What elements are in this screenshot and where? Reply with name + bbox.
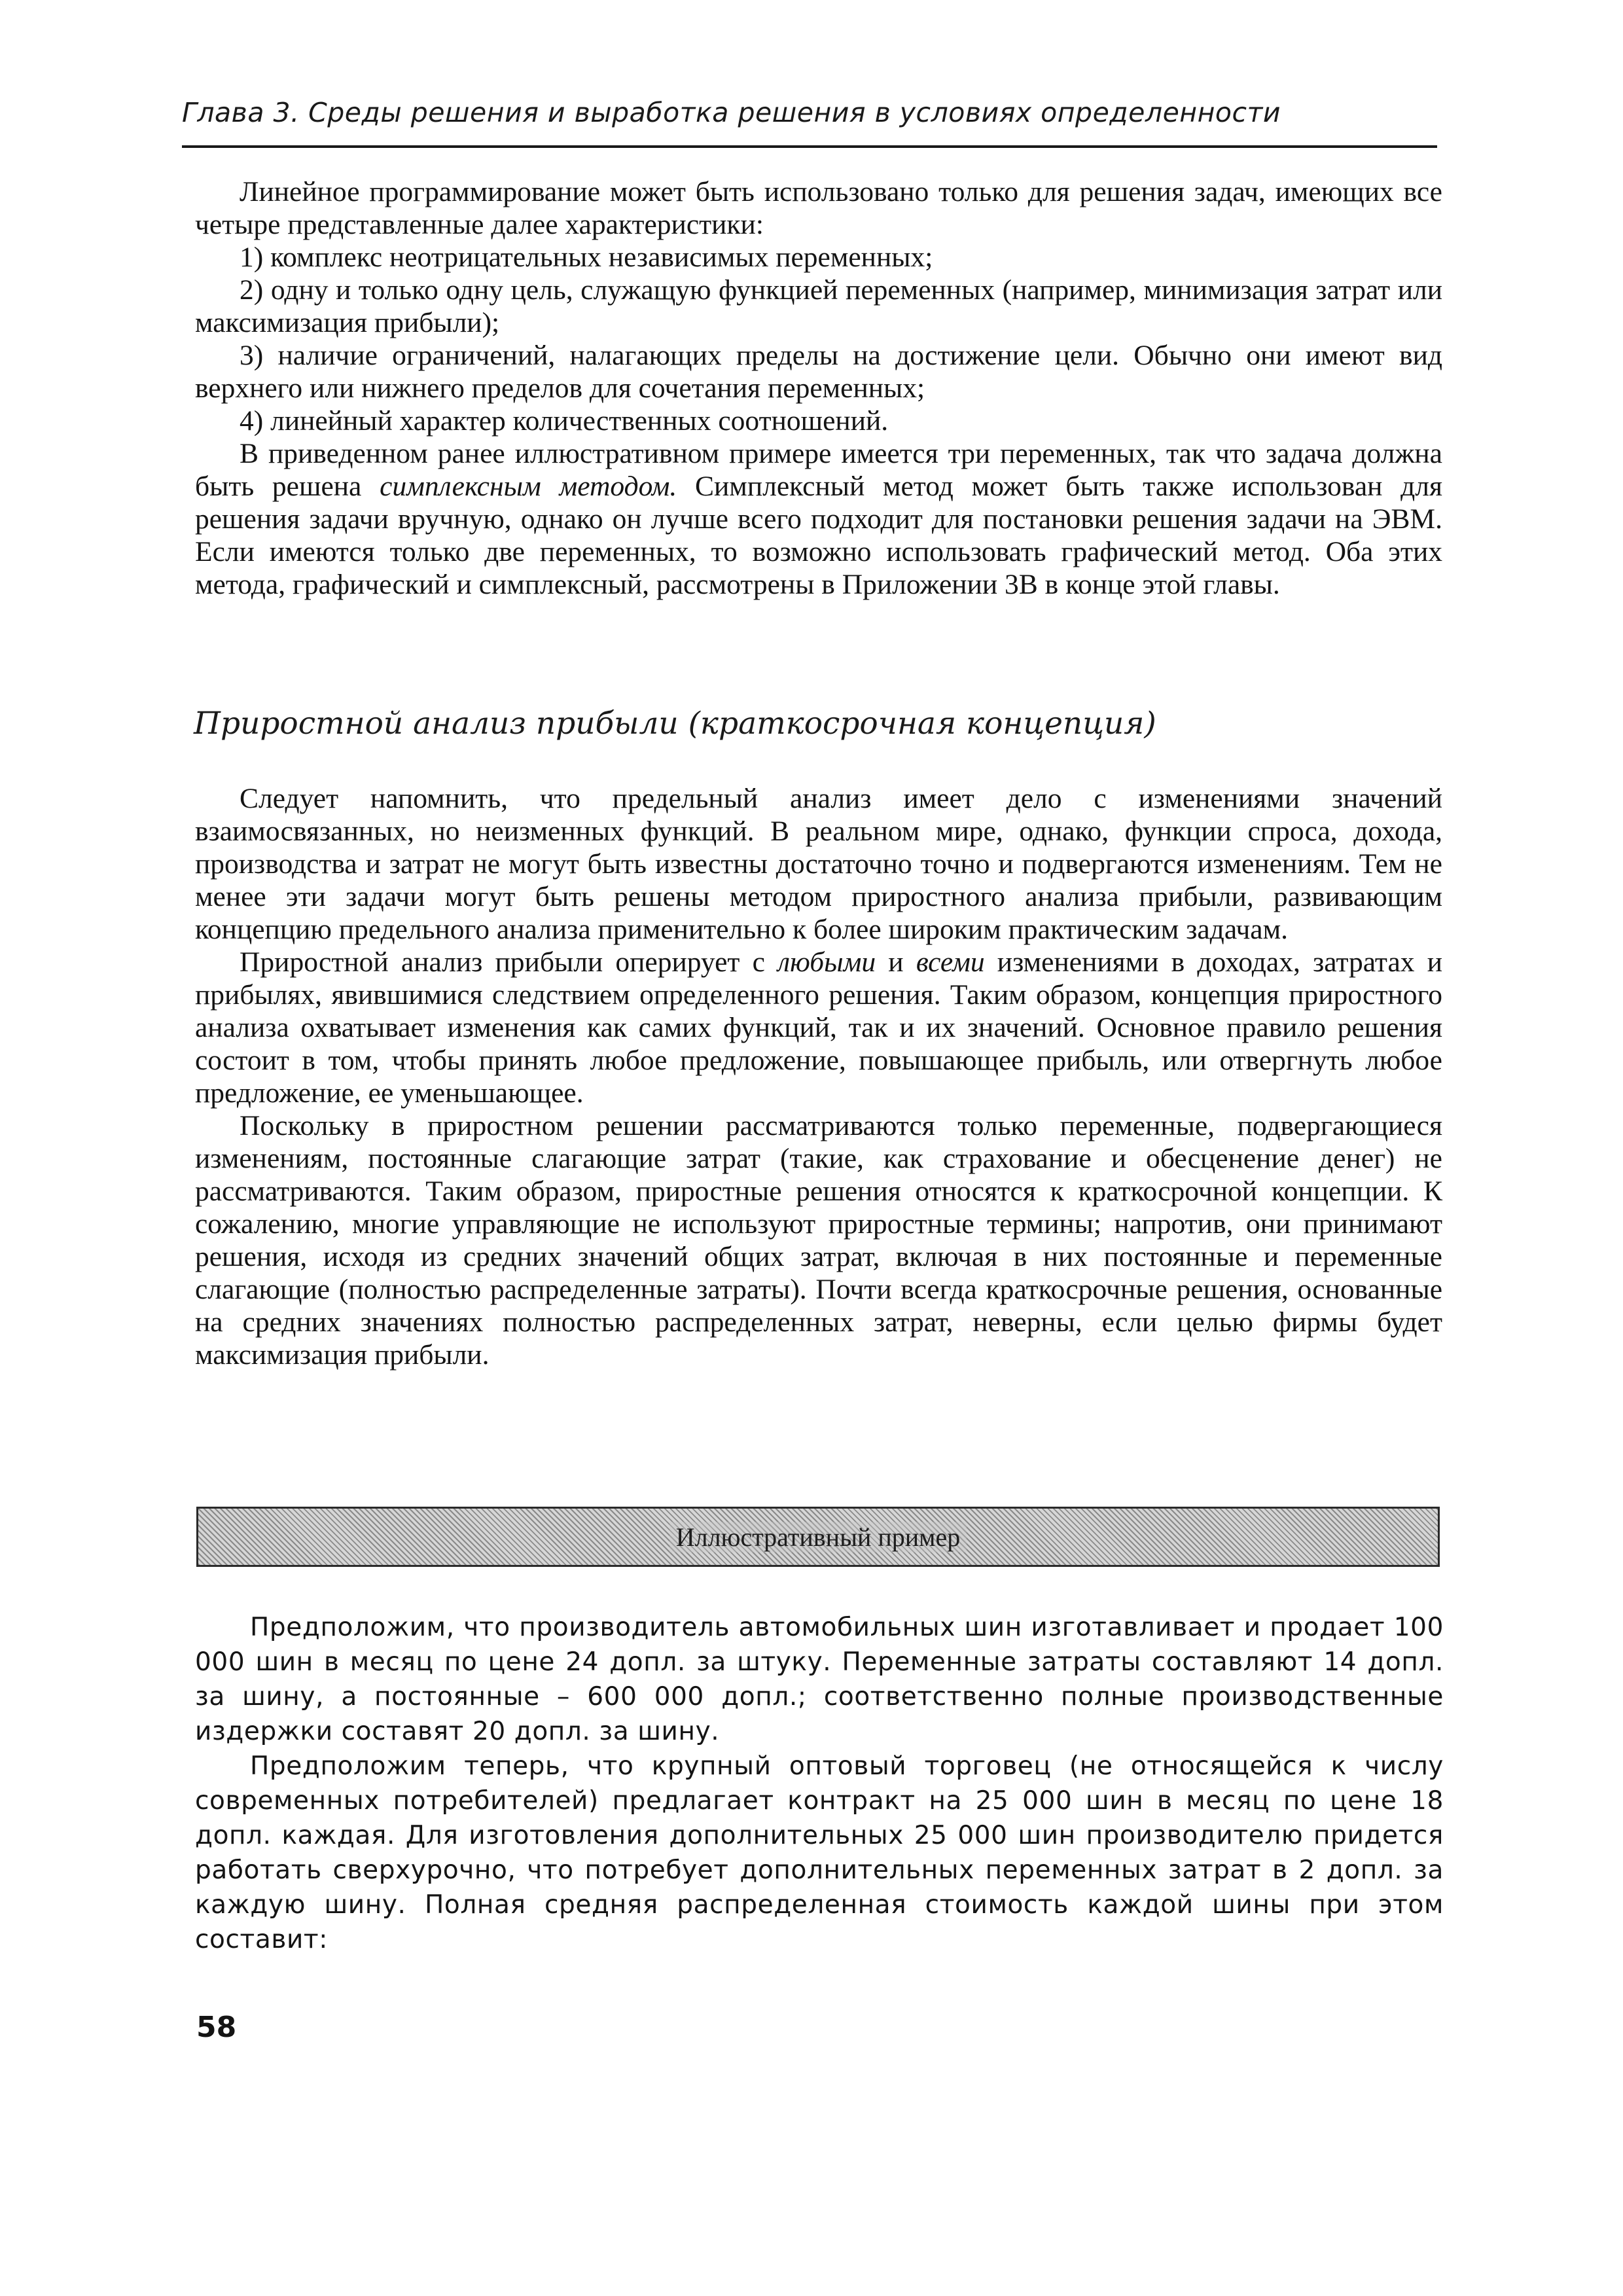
list-item-2: 2) одну и только одну цель, служащую функцией переменных (например, минимизация затрат или максимизация прибыли); [195,274,1442,338]
list-item-1: 1) комплекс неотрицательных независимых переменных; [240,242,933,273]
section-paragraph-1: Следует напомнить, что предельный анализ имеет дело с изменениями значений взаимосвязанных, но неизменных функций. В реальном мире, однако, функции спроса, дохода, производства и затрат не могут быть известны достаточно точно и подвергаются изменениям. Тем не менее эти задачи могут быть решены методом приростного анализа прибыли, развивающим концепцию предельного анализа применительно к более широким практическим задачам. [195,783,1442,945]
intro-lead: Линейное программирование может быть использовано только для решения задач, имеющих все четыре представленные далее характеристики: [195,176,1442,240]
page-number: 58 [196,2011,237,2044]
simplex-paragraph-start: В приведенном ранее иллюстративном примере имеется три переменных, так что задача должна быть решена [195,438,1442,502]
simplex-paragraph-end: Симплексный метод может быть также использован для решения задачи вручную, однако он лучше всего подходит для постановки решения задачи на ЭВМ. Если имеются только две переменных, то возможно использовать графический метод. Оба этих метода, графический и симплексный, рассмотрены в Приложении 3В в конце этой главы. [195,471,1442,600]
emphasis-all: всеми [916,946,985,978]
example-banner [196,1507,1440,1567]
example-paragraph-2: Предположим теперь, что крупный оптовый торговец (не относящейся к числу современных потребителей) предлагает контракт на 25 000 шин в месяц по цене 18 допл. каждая. Для изготовления дополнительных 25 000 шин производителю придется работать сверхурочно, что потребует дополнительных переменных затрат в 2 допл. за каждую шину. Полная средняя распределенная стоимость каждой шины при этом составит: [195,1751,1444,1954]
section-body [195,782,1442,1371]
section-paragraph-2 [195,946,1442,1109]
list-item-4: 4) линейный характер количественных соотношений. [240,405,889,437]
simplex-paragraph [195,437,1442,601]
section-paragraph-2-mid: и [876,946,916,978]
running-head: Глава 3. Среды решения и выработка решения в условиях определенности [182,97,1281,128]
intro-section [195,175,1442,601]
example-body [195,1610,1444,1957]
simplex-method-term: симплексным методом. [380,471,677,502]
section-heading: Приростной анализ прибыли (краткосрочная концепция) [194,706,1156,742]
emphasis-any: любыми [777,946,876,978]
example-paragraph-1: Предположим, что производитель автомобильных шин изготавливает и продает 100 000 шин в месяц по цене 24 допл. за штуку. Переменные затраты составляют 14 допл. за шину, а постоянные – 600 000 допл.; соответственно полные производственные издержки составят 20 допл. за шину. [195,1613,1444,1746]
header-rule [182,145,1437,148]
section-paragraph-2-end: изменениями в доходах, затратах и прибылях, явившимися следствием определенного решения. Таким образом, концепция приростного анализа охватывает изменения как самих функций, так и их значений. Основное правило решения состоит в том, чтобы принять любое предложение, повышающее прибыль, или отвергнуть любое предложение, ее уменьшающее. [195,946,1443,1109]
section-paragraph-2-start: Приростной анализ прибыли оперирует с [240,946,778,978]
example-banner-label: Иллюстративный пример [669,1522,967,1552]
list-item-3: 3) наличие ограничений, налагающих пределы на достижение цели. Обычно они имеют вид верхнего или нижнего пределов для сочетания переменных; [195,340,1442,404]
section-paragraph-3: Поскольку в приростном решении рассматриваются только переменные, подвергающиеся изменениям, постоянные слагающие затрат (такие, как страхование и обесценение денег) не рассматриваются. Таким образом, приростные решения относятся к краткосрочной концепции. К сожалению, многие управляющие не используют приростные термины; напротив, они принимают решения, исходя из средних значений общих затрат, включая в них постоянные и переменные слагающие (полностью распределенные затраты). Почти всегда краткосрочные решения, основанные на средних значениях полностью распределенных затрат, неверны, если целью фирмы будет максимизация прибыли. [195,1110,1442,1371]
